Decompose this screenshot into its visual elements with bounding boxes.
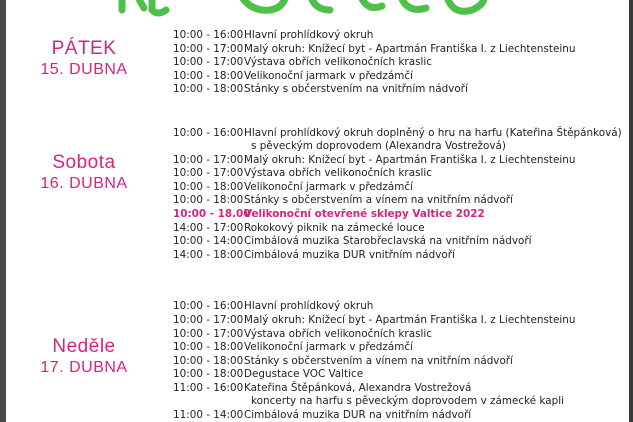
- row-time: 10:00 - 14:00: [173, 235, 244, 247]
- row-time: 10:00 - 16:00: [173, 300, 244, 312]
- row-event: Cimbálová muzika DUR na vnitřním nádvoří: [244, 409, 472, 421]
- schedule-row: [173, 234, 532, 248]
- row-time: 10:00 - 18:00: [173, 355, 244, 367]
- day-date: 17. DUBNA: [40, 359, 128, 376]
- day-name: PÁTEK: [51, 38, 117, 59]
- row-event: Velikonoční otevřené sklepy Valtice 2022: [244, 208, 485, 220]
- row-event: koncerty na harfu s pěveckým doprovodem v zámecké kapli: [251, 395, 564, 407]
- row-event: Velikonoční jarmark v předzámčí: [244, 181, 413, 193]
- row-event: Stánky s občerstvením na vnitřním nádvoří: [244, 83, 468, 95]
- schedule-row-continuation: [173, 139, 506, 153]
- schedule-row: [173, 166, 432, 180]
- schedule-row: [173, 221, 425, 235]
- schedule-row: [173, 193, 513, 207]
- schedule-row-continuation: [173, 394, 564, 408]
- schedule-row: [173, 381, 471, 395]
- row-time: 10:00 - 16:00: [173, 29, 244, 41]
- row-event: Stánky s občerstvením a vínem na vnitřním nádvoří: [244, 194, 513, 206]
- schedule-row: [173, 180, 413, 194]
- row-time: 10:00 - 18:00: [173, 194, 244, 206]
- schedule-row: [173, 55, 432, 69]
- row-event: Malý okruh: Knížecí byt - Apartmán Františka I. z Liechtensteinu: [244, 43, 576, 55]
- row-event: Cimbálová muzika DUR vnitřním nádvoří: [244, 249, 455, 261]
- row-event: Cimbálová muzika Starobřeclavská na vnitřním nádvoří: [244, 235, 532, 247]
- schedule-row: [173, 408, 471, 422]
- schedule-row: [173, 354, 513, 368]
- schedule-row: [173, 299, 373, 313]
- row-time: 11:00 - 16:00: [173, 382, 244, 394]
- row-event: Hlavní prohlídkový okruh: [244, 300, 374, 312]
- schedule-row: [173, 69, 413, 83]
- row-time: 10:00 - 18:00: [173, 181, 244, 193]
- row-time: 10:00 - 17:00: [173, 314, 244, 326]
- row-event: Výstava obřích velikonočních kraslic: [244, 328, 432, 340]
- row-time: 10:00 - 18.00: [173, 208, 251, 220]
- row-time: 10:00 - 16:00: [173, 127, 244, 139]
- schedule-row-highlight: [173, 207, 485, 221]
- schedule-row: [173, 327, 432, 341]
- schedule-row: [173, 248, 455, 262]
- row-time: 10:00 - 17:00: [173, 154, 244, 166]
- day-date: 15. DUBNA: [40, 61, 128, 78]
- row-time: 10:00 - 18:00: [173, 368, 244, 380]
- row-time: 14:00 - 17:00: [173, 222, 244, 234]
- row-event: Rokokový piknik na zámecké louce: [244, 222, 425, 234]
- row-event: Výstava obřích velikonočních kraslic: [244, 56, 432, 68]
- day-name: Neděle: [52, 336, 116, 357]
- schedule-row: [173, 82, 468, 96]
- row-time: 11:00 - 14:00: [173, 409, 244, 421]
- row-event: Výstava obřích velikonočních kraslic: [244, 167, 432, 179]
- row-time: 10:00 - 17:00: [173, 167, 244, 179]
- schedule-row: [173, 153, 575, 167]
- schedule-row: [173, 28, 373, 42]
- day-name: Sobota: [52, 152, 116, 173]
- row-event: Velikonoční jarmark v předzámčí: [244, 341, 413, 353]
- row-event: Hlavní prohlídkový okruh doplněný o hru na harfu (Kateřina Štěpánková): [244, 127, 622, 139]
- schedule-row: [173, 126, 622, 140]
- schedule-row: [173, 367, 363, 381]
- row-event: s pěveckým doprovodem (Alexandra Vostrežová): [251, 140, 506, 152]
- schedule-row: [173, 42, 575, 56]
- day-date: 16. DUBNA: [40, 175, 128, 192]
- row-event: Malý okruh: Knížecí byt - Apartmán Františka I. z Liechtensteinu: [244, 154, 576, 166]
- row-time: 10:00 - 18:00: [173, 83, 244, 95]
- row-event: Malý okruh: Knížecí byt - Apartmán Františka I. z Liechtensteinu: [244, 314, 576, 326]
- row-event: Stánky s občerstvením a vínem na vnitřním nádvoří: [244, 355, 513, 367]
- row-event: Kateřina Štěpánková, Alexandra Vostrežová: [244, 382, 472, 394]
- row-time: 10:00 - 18:00: [173, 70, 244, 82]
- row-time: 10:00 - 17:00: [173, 56, 244, 68]
- row-time: 14:00 - 18:00: [173, 249, 244, 261]
- row-event: Degustace VOC Valtice: [244, 368, 364, 380]
- schedule-row: [173, 340, 413, 354]
- row-time: 10:00 - 17:00: [173, 43, 244, 55]
- schedule-row: [173, 313, 575, 327]
- row-event: Velikonoční jarmark v předzámčí: [244, 70, 413, 82]
- row-time: 10:00 - 18:00: [173, 341, 244, 353]
- row-event: Hlavní prohlídkový okruh: [244, 29, 374, 41]
- row-time: 10:00 - 17:00: [173, 328, 244, 340]
